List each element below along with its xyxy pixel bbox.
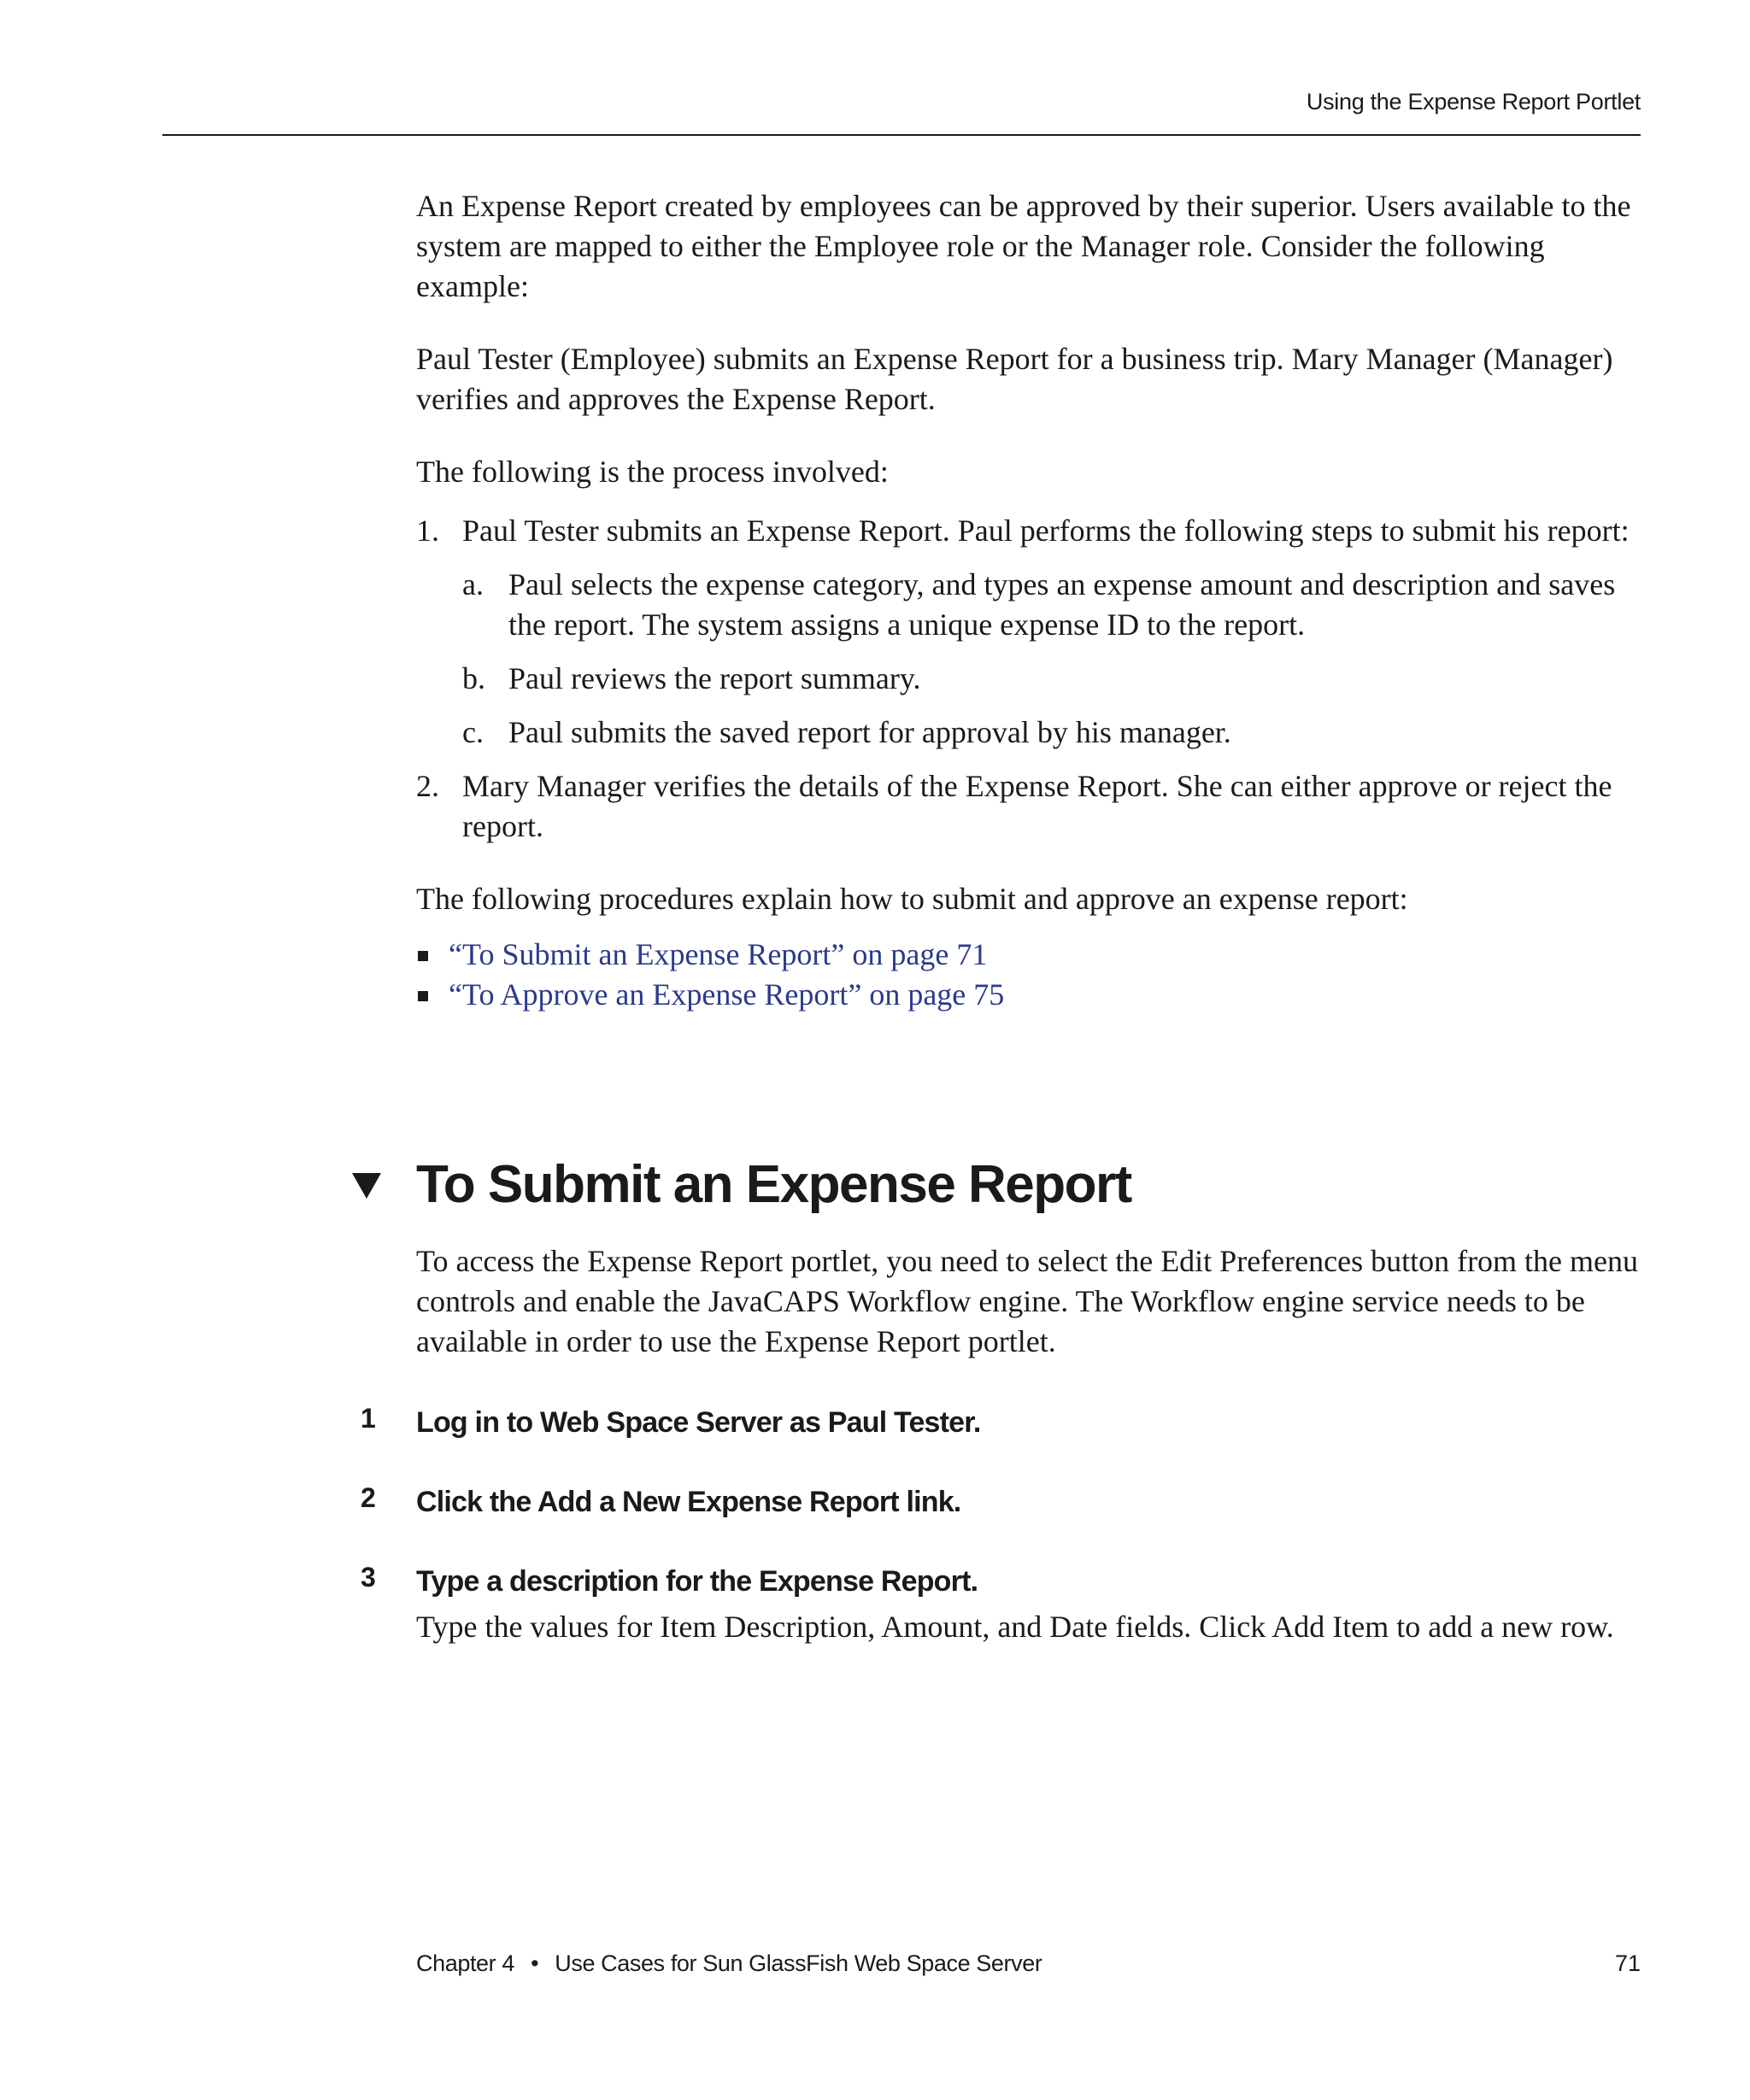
body-content — [416, 186, 1647, 1015]
step-text: Log in to Web Space Server as Paul Tester. — [416, 1406, 981, 1439]
process-list — [416, 511, 1647, 847]
running-header: Using the Expense Report Portlet — [1306, 89, 1641, 114]
process-item-text: Mary Manager verifies the details of the Expense Report. She can either approve or reject the report. — [462, 769, 1612, 843]
procedure-section — [342, 1149, 1649, 1647]
intro-paragraph-3: The following is the process involved: — [416, 455, 889, 489]
step-number: 3 — [361, 1562, 376, 1593]
page-number: 71 — [1614, 1950, 1641, 1976]
triangle-down-icon — [352, 1173, 381, 1199]
link-approve-expense-report[interactable]: “To Approve an Expense Report” on page 75 — [449, 977, 1005, 1012]
process-subitem-text: Paul selects the expense category, and types an expense amount and description and saves the report. The system assigns a unique expense ID to the report. — [508, 567, 1616, 642]
bullet-square-icon — [418, 991, 428, 1001]
list-item — [416, 975, 1647, 1015]
step-number: 2 — [361, 1482, 376, 1513]
step-text: Type a description for the Expense Report. — [416, 1565, 978, 1598]
footer-chapter-label: Chapter 4 — [416, 1950, 514, 1976]
process-item-text: Paul Tester submits an Expense Report. Paul performs the following steps to submit his report: — [462, 513, 1630, 548]
list-marker: b. — [462, 661, 485, 695]
process-subitem-b — [462, 659, 1647, 699]
process-subitem-a — [462, 565, 1647, 645]
bullet-square-icon — [418, 951, 428, 961]
process-subitem-text: Paul reviews the report summary. — [508, 661, 921, 695]
step-number: 1 — [361, 1403, 376, 1434]
list-marker: 2. — [416, 769, 439, 803]
process-item-2 — [416, 766, 1647, 847]
procedure-step-1 — [342, 1403, 1649, 1443]
list-item — [416, 935, 1647, 975]
procedures-intro: The following procedures explain how to submit and approve an expense report: — [416, 882, 1408, 916]
procedure-step-2 — [342, 1482, 1649, 1522]
header-rule — [162, 134, 1641, 136]
section-heading-row — [342, 1149, 1649, 1226]
process-subitem-c — [462, 713, 1647, 753]
footer-chapter-title: Use Cases for Sun GlassFish Web Space Server — [555, 1950, 1042, 1976]
process-item-1 — [416, 511, 1647, 753]
list-marker: 1. — [416, 513, 439, 548]
step-detail: Type the values for Item Description, Amount, and Date fields. Click Add Item to add a new row. — [416, 1610, 1614, 1644]
procedure-step-3 — [342, 1562, 1649, 1647]
intro-paragraph-1: An Expense Report created by employees can be approved by their superior. Users available to the system are mapped to either the Employee role or the Manager role. Consider the following example: — [416, 189, 1631, 303]
footer-chapter — [416, 1950, 1042, 1977]
procedure-links — [416, 935, 1647, 1015]
footer-separator: • — [531, 1950, 539, 1976]
intro-paragraph-2: Paul Tester (Employee) submits an Expense Report for a business trip. Mary Manager (Manager) verifies and approves the Expense Report. — [416, 342, 1613, 416]
section-intro: To access the Expense Report portlet, you need to select the Edit Preferences button from the menu controls and enable the JavaCAPS Workflow engine. The Workflow engine service needs to be available in order to use the Expense Report portlet. — [416, 1244, 1639, 1358]
section-title: To Submit an Expense Report — [416, 1155, 1131, 1214]
link-submit-expense-report[interactable]: “To Submit an Expense Report” on page 71 — [449, 937, 988, 971]
list-marker: a. — [462, 567, 484, 601]
step-text: Click the Add a New Expense Report link. — [416, 1486, 961, 1518]
list-marker: c. — [462, 715, 484, 749]
process-sublist — [462, 565, 1647, 753]
process-subitem-text: Paul submits the saved report for approval by his manager. — [508, 715, 1231, 749]
